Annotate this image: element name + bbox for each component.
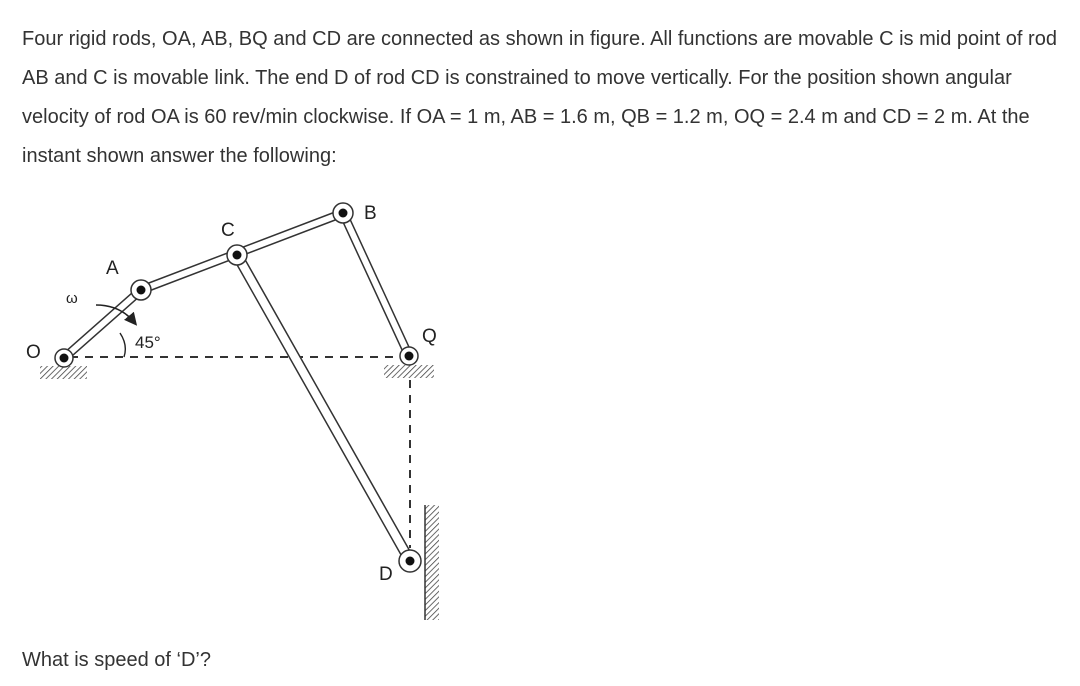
- label-o: O: [26, 342, 41, 363]
- label-d: D: [379, 564, 393, 585]
- joint-q: [400, 347, 418, 365]
- vertical-guide-wall: [425, 505, 439, 620]
- joint-d: [399, 550, 421, 572]
- question-text: What is speed of ‘D’?: [22, 649, 211, 671]
- joint-a: [131, 280, 151, 300]
- label-a: A: [106, 258, 119, 279]
- joint-o: [55, 349, 73, 367]
- label-q: Q: [422, 326, 437, 347]
- rod-bq: [343, 213, 409, 356]
- problem-statement: Four rigid rods, OA, AB, BQ and CD are connected as shown in figure. All functions are movable C is mid point of rod AB and C is movable link. The end D of rod CD is constrained to move vertically. For the position shown angular velocity of rod OA is 60 rev/min clockwise. If OA = 1 m, AB = 1.6 m, QB = 1.2 m, OQ = 2.4 m and CD = 2 m. At the instant shown answer the following:: [22, 28, 1057, 167]
- angle-arc: [120, 333, 125, 357]
- label-b: B: [364, 203, 377, 224]
- label-angle: 45°: [135, 333, 161, 352]
- ground-support-o: [40, 366, 87, 379]
- ground-support-q: [384, 365, 434, 378]
- mechanism-figure: [0, 190, 520, 630]
- joint-c: [227, 245, 247, 265]
- joint-b: [333, 203, 353, 223]
- label-omega: ω: [66, 290, 78, 307]
- label-c: C: [221, 220, 235, 241]
